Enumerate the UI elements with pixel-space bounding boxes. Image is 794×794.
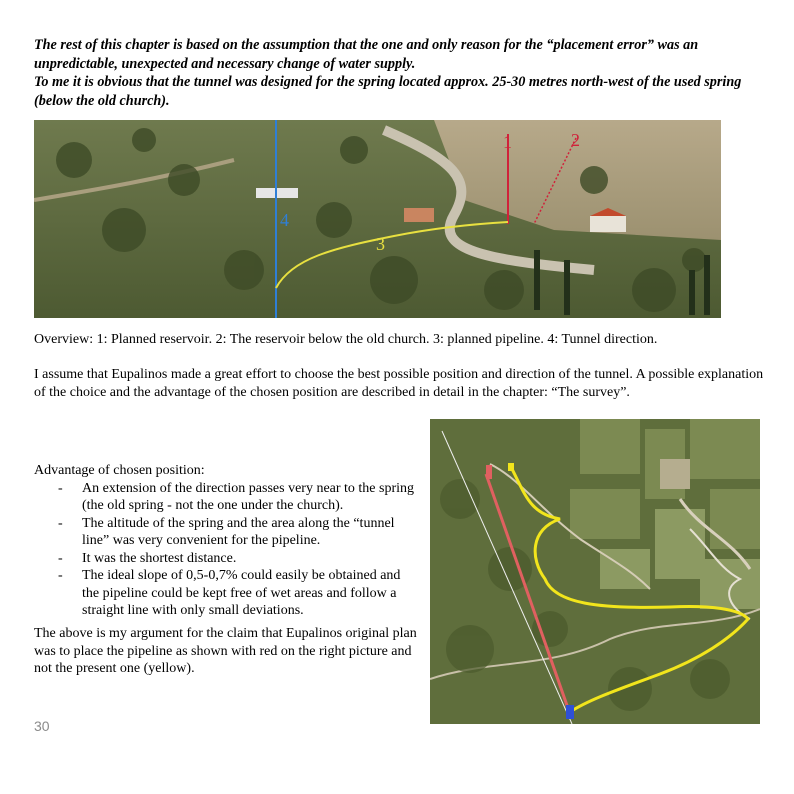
advantage-heading: Advantage of chosen position: [34, 463, 205, 478]
intro-line-1: The rest of this chapter is based on the assumption that the one and only reason for the “placement error” was an unpredictable, unexpected and necessary change of water supply. [34, 37, 699, 72]
survey-paragraph-text: I assume that Eupalinos made a great effort to choose the best possible position and direction of the tunnel. A possible explanation of the choice and the advantage of the chosen position are described in detail in the chapter: “The survey”. [34, 367, 764, 400]
label-2: 2 [571, 130, 580, 150]
list-item: - The ideal slope of 0,5-0,7% could easily be obtained and the pipeline could be kept free of wet areas and follow a straight line with only small deviations. [34, 567, 419, 620]
list-item: - An extension of the direction passes very near to the spring (the old spring - not the one under the church). [34, 480, 419, 515]
aerial-map-photo [430, 419, 760, 724]
list-item: - The altitude of the spring and the area along the “tunnel line” was very convenient for the pipeline. [34, 515, 419, 550]
label-4: 4 [280, 210, 289, 230]
intro-line-2: To me it is obvious that the tunnel was designed for the spring located approx. 25-30 metres north-west of the used spring (below the old church). [34, 74, 742, 109]
photo-caption: Overview: 1: Planned reservoir. 2: The reservoir below the old church. 3: planned pipeline. 4: Tunnel direction. [34, 332, 658, 347]
overview-photo [34, 120, 721, 318]
intro-text [34, 36, 764, 110]
advantage-list [34, 480, 419, 620]
advantage-section [34, 462, 419, 620]
label-1: 1 [503, 132, 512, 152]
label-3: 3 [376, 234, 385, 254]
list-item: - It was the shortest distance. [34, 550, 419, 568]
argument-paragraph: The above is my argument for the claim that Eupalinos original plan was to place the pipeline as shown with red on the right picture and not the present one (yellow). [34, 626, 417, 676]
survey-paragraph [34, 366, 774, 402]
page-number: 30 [34, 718, 50, 734]
